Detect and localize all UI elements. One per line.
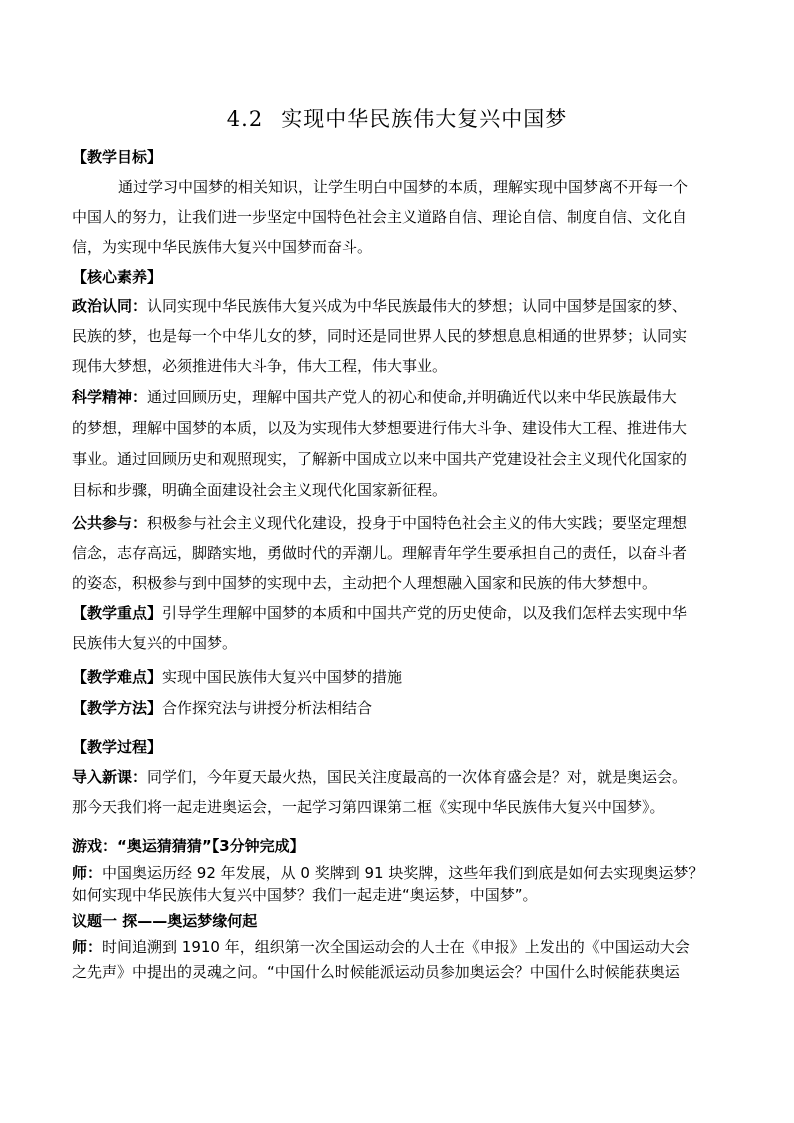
science-line: 的梦想，理解中国梦的本质，以及为实现伟大梦想要进行伟大斗争、建设伟大工程、推进伟大 bbox=[72, 419, 688, 437]
objectives-line: 中国人的努力，让我们进一步坚定中国特色社会主义道路自信、理论自信、制度自信、文化自 bbox=[72, 208, 688, 226]
game-heading: 游戏：“奥运猜猜猜”【3分钟完成】 bbox=[72, 837, 305, 855]
objectives-heading: 【教学目标】 bbox=[72, 148, 163, 166]
teacher-paragraph bbox=[72, 937, 752, 957]
public-line: 的姿态，积极参与到中国梦的实现中去，主动把个人理想融入国家和民族的伟大梦想中。 bbox=[72, 574, 658, 592]
difficulty-text: 实现中国民族伟大复兴中国梦的措施 bbox=[162, 668, 403, 686]
political-line: 现伟大梦想，必须推进伟大斗争，伟大工程，伟大事业。 bbox=[72, 357, 448, 375]
teacher-line: 时间追溯到 1910 年，组织第一次全国运动会的人士在《申报》上发出的《中国运动大会 bbox=[102, 938, 690, 956]
difficulty-label: 【教学难点】 bbox=[72, 668, 163, 686]
public-line: 积极参与社会主义现代化建设，投身于中国特色社会主义的伟大实践；要坚定理想 bbox=[147, 514, 688, 532]
title-text: 实现中华民族伟大复兴中国梦 bbox=[281, 107, 568, 131]
key-points-paragraph bbox=[72, 603, 752, 623]
key-points-line: 引导学生理解中国梦的本质和中国共产党的历史使命，以及我们怎样去实现中华 bbox=[162, 604, 688, 622]
process-heading: 【教学过程】 bbox=[72, 738, 163, 756]
intro-paragraph bbox=[72, 767, 752, 787]
public-line: 信念，志存高远，脚踏实地，勇做时代的弄潮儿。理解青年学生要承担自己的责任，以奋斗者 bbox=[72, 544, 688, 562]
political-paragraph bbox=[72, 296, 752, 316]
teacher-label: 师： bbox=[72, 864, 103, 882]
science-line: 目标和步骤，明确全面建设社会主义现代化国家新征程。 bbox=[72, 481, 448, 499]
political-line: 认同实现中华民族伟大复兴成为中华民族最伟大的梦想；认同中国梦是国家的梦、 bbox=[147, 297, 688, 315]
science-paragraph bbox=[72, 387, 752, 407]
teacher-paragraph bbox=[72, 863, 752, 883]
difficulty-paragraph bbox=[72, 667, 752, 687]
teacher-line: 之先声》中提出的灵魂之问。“中国什么时候能派运动员参加奥运会？中国什么时候能获奥运 bbox=[72, 963, 680, 981]
political-line: 民族的梦，也是每一个中华儿女的梦，同时还是同世界人民的梦想息息相通的世界梦；认同实 bbox=[72, 327, 688, 345]
public-paragraph bbox=[72, 513, 752, 533]
science-line: 事业。通过回顾历史和观照现实，了解新中国成立以来中国共产党建设社会主义现代化国家的 bbox=[72, 450, 688, 468]
literacy-heading: 【核心素养】 bbox=[72, 268, 163, 286]
objectives-line: 信，为实现中华民族伟大复兴中国梦而奋斗。 bbox=[72, 238, 373, 256]
method-text: 合作探究法与讲授分析法相结合 bbox=[162, 699, 373, 717]
page-title bbox=[0, 103, 794, 133]
intro-line: 那今天我们将一起走进奥运会，一起学习第四课第二框《实现中华民族伟大复兴中国梦》。 bbox=[72, 798, 665, 816]
science-label: 科学精神： bbox=[72, 388, 148, 406]
public-label: 公共参与： bbox=[72, 514, 148, 532]
teacher-label: 师： bbox=[72, 938, 103, 956]
key-points-label: 【教学重点】 bbox=[72, 604, 163, 622]
method-paragraph bbox=[72, 698, 752, 718]
method-label: 【教学方法】 bbox=[72, 699, 163, 717]
topic-heading: 议题一 探——奥运梦缘何起 bbox=[72, 912, 258, 930]
teacher-line: 中国奥运历经 92 年发展，从 0 奖牌到 91 块奖牌，这些年我们到底是如何去实现奥运梦？ bbox=[102, 864, 704, 882]
science-line: 通过回顾历史，理解中国共产党人的初心和使命,并明确近代以来中华民族最伟大 bbox=[147, 388, 677, 406]
intro-label: 导入新课： bbox=[72, 768, 148, 786]
teacher-line: 如何实现中华民族伟大复兴中国梦？我们一起走进“奥运梦，中国梦”。 bbox=[72, 886, 538, 904]
key-points-line: 民族伟大复兴的中国梦。 bbox=[72, 634, 238, 652]
objectives-line: 通过学习中国梦的相关知识，让学生明白中国梦的本质，理解实现中国梦离不开每一个 bbox=[118, 178, 689, 196]
section-number: 4.2 bbox=[226, 107, 264, 131]
intro-line: 同学们，今年夏天最火热，国民关注度最高的一次体育盛会是？对，就是奥运会。 bbox=[147, 768, 688, 786]
political-label: 政治认同： bbox=[72, 297, 148, 315]
